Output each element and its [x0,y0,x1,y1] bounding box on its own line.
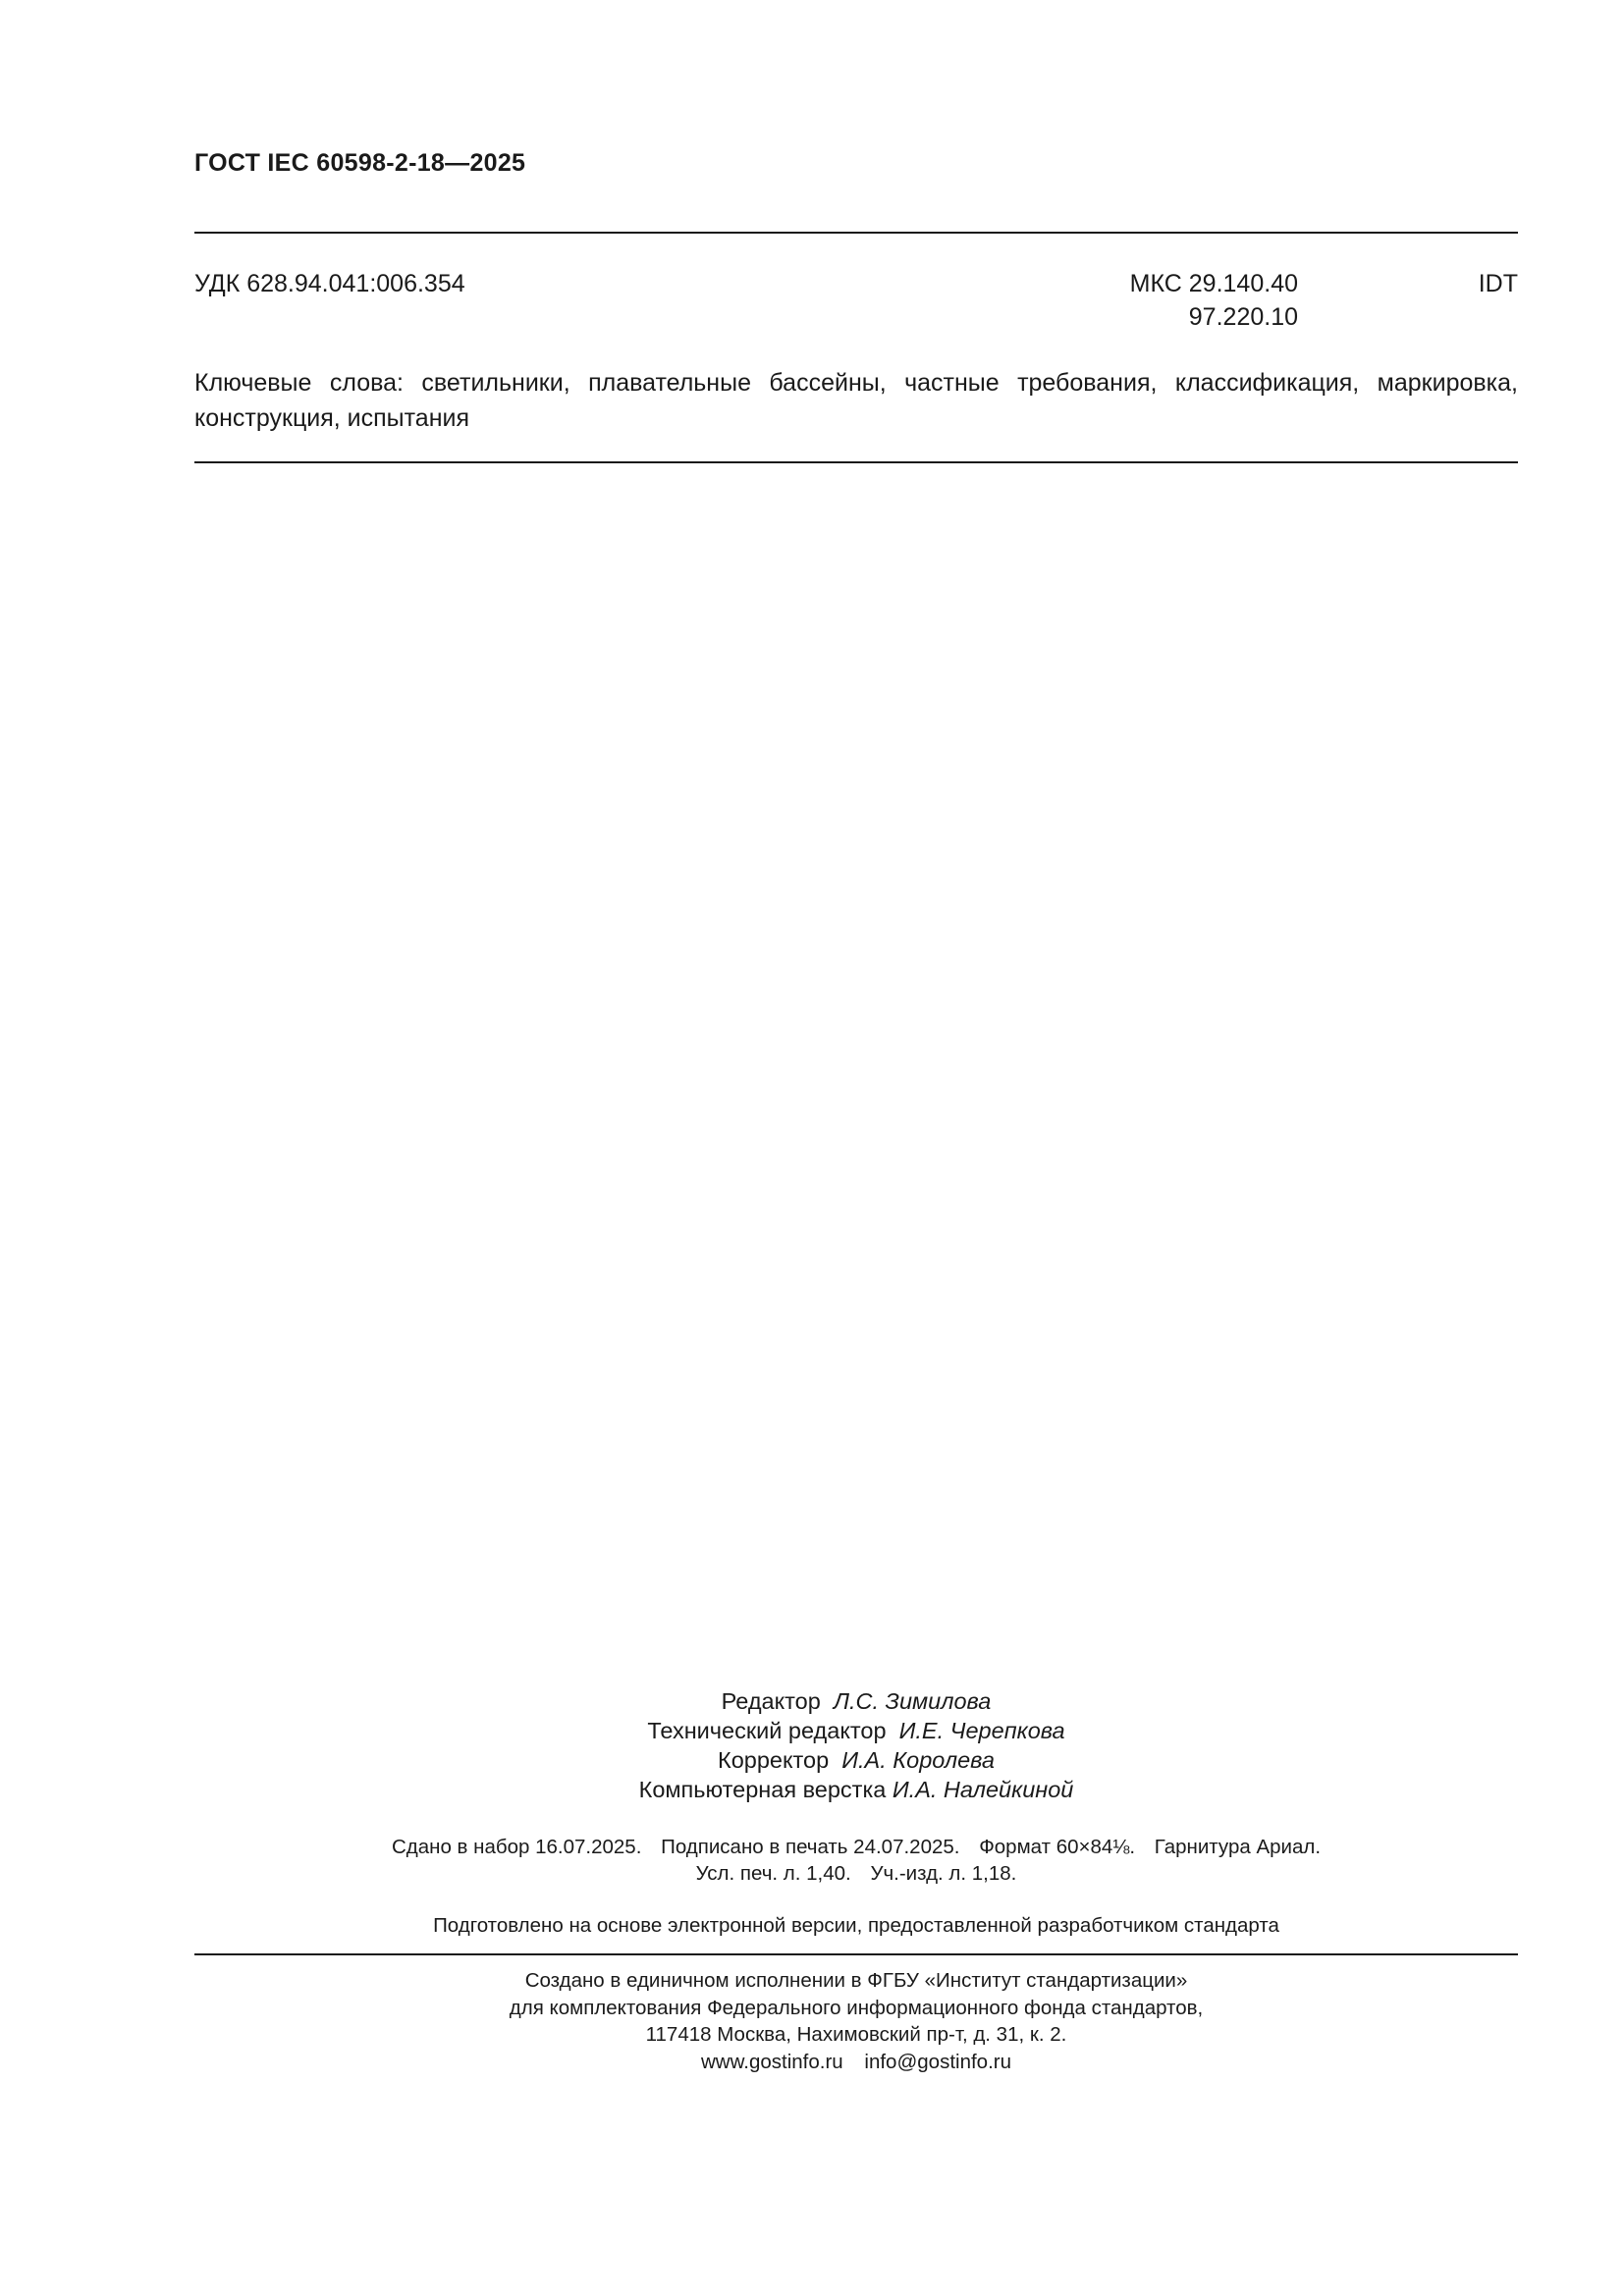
credit-name: И.Е. Черепкова [898,1718,1065,1743]
idt-label: IDT [1478,270,1518,297]
publishing-sheets: Уч.-изд. л. 1,18. [870,1862,1017,1885]
publisher-address: 117418 Москва, Нахимовский пр-т, д. 31, к. 2. [645,2023,1067,2046]
mks-code-1: МКС 29.140.40 [1129,270,1298,297]
credit-role: Корректор [718,1747,830,1773]
credit-name: И.А. Налейкиной [892,1777,1074,1802]
keywords-divider [194,461,1518,463]
format: Формат 60×84⅛. [979,1836,1136,1858]
credits-block [194,1686,1518,1804]
credit-editor [194,1686,1518,1716]
prepared-note: Подготовлено на основе электронной версии, предоставленной разработчиком стандарта [433,1914,1279,1937]
top-divider [194,232,1518,234]
credit-name: Л.С. Зимилова [833,1688,992,1714]
email-link[interactable]: info@gostinfo.ru [864,2050,1011,2073]
publisher-contacts [194,2049,1518,2076]
mks-code-2: 97.220.10 [1188,303,1298,331]
printed-sheets: Усл. печ. л. 1,40. [695,1862,851,1885]
credit-role: Технический редактор [647,1718,887,1743]
website-link[interactable]: www.gostinfo.ru [701,2050,843,2073]
credit-technical-editor [194,1716,1518,1745]
udk-code: УДК 628.94.041:006.354 [194,270,465,297]
credit-corrector [194,1745,1518,1775]
mks-codes [915,267,1298,334]
print-info [194,1834,1518,1887]
credit-role: Компьютерная верстка [638,1777,887,1802]
print-info-line-1 [194,1834,1518,1860]
credit-role: Редактор [721,1688,821,1714]
typeset-date: Сдано в набор 16.07.2025. [391,1836,642,1858]
credit-layout [194,1775,1518,1804]
publisher-block [194,1967,1518,2075]
signed-date: Подписано в печать 24.07.2025. [661,1836,960,1858]
publisher-line: для комплектования Федерального информационного фонда стандартов, [509,1996,1204,2019]
keywords: Ключевые слова: светильники, плавательные бассейны, частные требования, классификация, маркировка, конструкция, испытания [194,369,1518,432]
credit-name: И.А. Королева [841,1747,995,1773]
publisher-divider [194,1953,1518,1955]
document-code: ГОСТ IEC 60598-2-18—2025 [194,149,526,177]
publisher-line: Создано в единичном исполнении в ФГБУ «Институт стандартизации» [524,1969,1188,1992]
typeface: Гарнитура Ариал. [1154,1836,1322,1858]
print-info-line-2 [194,1860,1518,1887]
